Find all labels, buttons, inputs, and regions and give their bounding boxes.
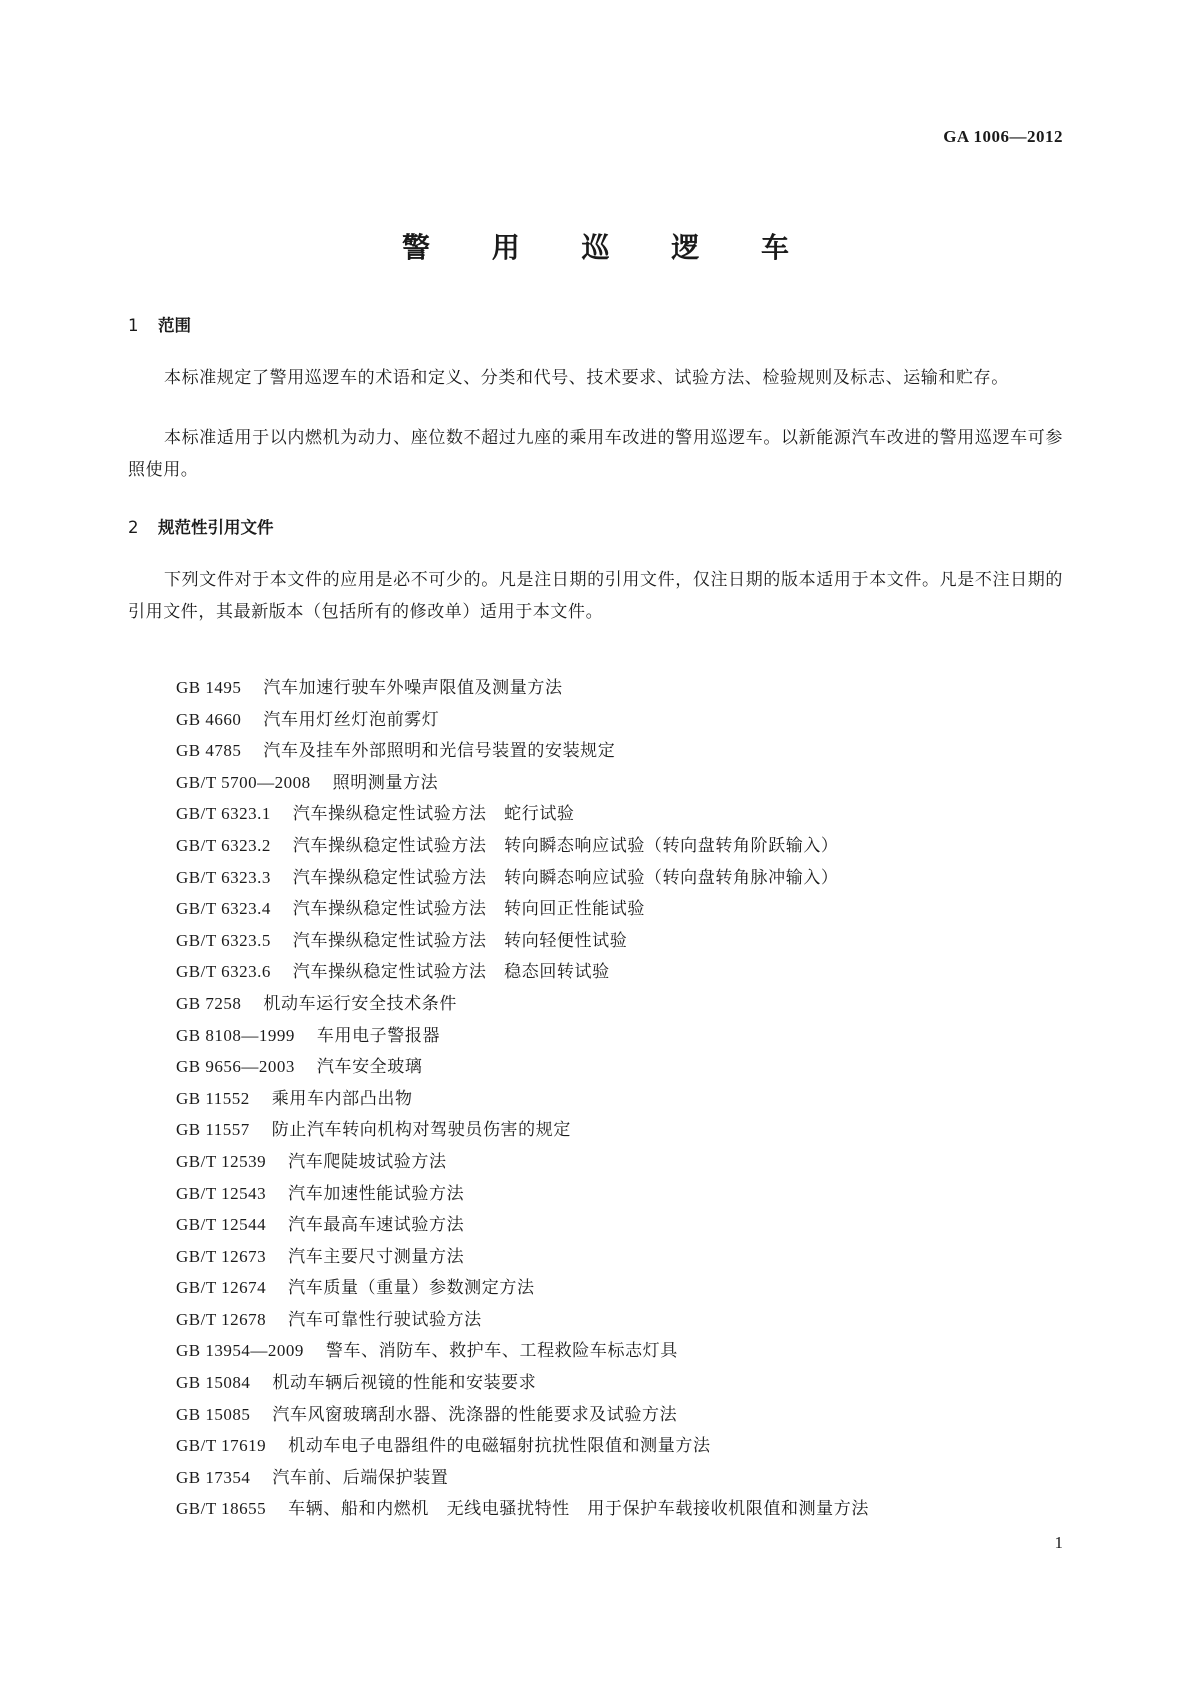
section-title: 范围: [158, 316, 191, 335]
reference-item: [176, 1399, 869, 1431]
section-2-heading: [128, 514, 274, 538]
reference-title: 汽车操纵稳定性试验方法 转向回正性能试验: [292, 899, 645, 920]
reference-item: [176, 1462, 869, 1494]
reference-item: [176, 830, 869, 862]
section-number: 1: [128, 316, 139, 335]
reference-code: GB/T 6323.4: [176, 899, 271, 919]
reference-item: [176, 956, 869, 988]
reference-code: GB/T 12543: [176, 1183, 267, 1203]
reference-code: GB/T 6323.1: [176, 804, 271, 824]
reference-code: GB/T 12544: [176, 1215, 267, 1235]
reference-title: 汽车主要尺寸测量方法: [288, 1246, 465, 1267]
reference-title: 汽车加速性能试验方法: [288, 1183, 465, 1204]
paragraph-scope-2: 本标准适用于以内燃机为动力、座位数不超过九座的乘用车改进的警用巡逻车。以新能源汽车改进的警用巡逻车可参照使用。: [128, 428, 1063, 480]
reference-item: [176, 1114, 869, 1146]
reference-code: GB 7258: [176, 993, 242, 1013]
reference-code: GB/T 17619: [176, 1436, 267, 1456]
reference-item: [176, 1178, 869, 1210]
reference-title: 警车、消防车、救护车、工程救险车标志灯具: [325, 1341, 678, 1362]
section-title: 规范性引用文件: [158, 518, 274, 537]
reference-code: GB/T 6323.6: [176, 962, 271, 982]
reference-title: 乘用车内部凸出物: [271, 1088, 413, 1109]
reference-title: 汽车爬陡坡试验方法: [288, 1151, 447, 1172]
paragraph-normative-intro: 下列文件对于本文件的应用是必不可少的。凡是注日期的引用文件，仅注日期的版本适用于本文件。凡是不注日期的引用文件，其最新版本（包括所有的修改单）适用于本文件。: [128, 570, 1063, 622]
reference-title: 汽车前、后端保护装置: [272, 1467, 449, 1488]
reference-code: GB/T 6323.3: [176, 867, 271, 887]
reference-item: [176, 1083, 869, 1115]
page-number: 1: [1054, 1533, 1063, 1552]
reference-item: [176, 862, 869, 894]
reference-title: 汽车操纵稳定性试验方法 转向轻便性试验: [292, 930, 628, 951]
reference-item: [176, 1020, 869, 1052]
reference-item: [176, 988, 869, 1020]
reference-code: GB/T 6323.2: [176, 835, 271, 855]
reference-title: 汽车及挂车外部照明和光信号装置的安装规定: [263, 741, 616, 762]
reference-item: [176, 767, 869, 799]
reference-code: GB 15085: [176, 1404, 251, 1424]
reference-title: 机动车辆后视镜的性能和安装要求: [272, 1373, 537, 1394]
reference-item: [176, 1146, 869, 1178]
reference-code: GB 11557: [176, 1120, 250, 1140]
reference-title: 汽车操纵稳定性试验方法 转向瞬态响应试验（转向盘转角脉冲输入）: [292, 867, 839, 888]
reference-title: 汽车操纵稳定性试验方法 蛇行试验: [292, 804, 575, 825]
reference-list: [176, 672, 869, 1525]
reference-title: 汽车质量（重量）参数测定方法: [288, 1278, 535, 1299]
reference-title: 汽车操纵稳定性试验方法 转向瞬态响应试验（转向盘转角阶跃输入）: [292, 835, 839, 856]
reference-title: 车辆、船和内燃机 无线电骚扰特性 用于保护车载接收机限值和测量方法: [288, 1499, 869, 1520]
reference-code: GB/T 5700—2008: [176, 772, 311, 792]
reference-title: 防止汽车转向机构对驾驶员伤害的规定: [271, 1120, 571, 1141]
reference-code: GB 8108—1999: [176, 1025, 295, 1045]
reference-title: 照明测量方法: [332, 772, 439, 793]
reference-item: [176, 1209, 869, 1241]
reference-code: GB/T 12674: [176, 1278, 267, 1298]
reference-code: GB/T 12673: [176, 1246, 267, 1266]
reference-item: [176, 704, 869, 736]
reference-code: GB 15084: [176, 1373, 251, 1393]
reference-title: 车用电子警报器: [316, 1025, 441, 1046]
reference-code: GB 4660: [176, 709, 242, 729]
reference-title: 汽车用灯丝灯泡前雾灯: [263, 709, 440, 730]
reference-code: GB/T 12678: [176, 1309, 267, 1329]
reference-title: 汽车加速行驶车外噪声限值及测量方法: [263, 678, 563, 698]
paragraph-scope-1: 本标准规定了警用巡逻车的术语和定义、分类和代号、技术要求、试验方法、检验规则及标志、运输和贮存。: [164, 368, 1009, 388]
reference-item: [176, 672, 869, 704]
reference-title: 机动车电子电器组件的电磁辐射抗扰性限值和测量方法: [288, 1436, 711, 1457]
reference-code: GB/T 12539: [176, 1151, 267, 1171]
reference-code: GB 13954—2009: [176, 1341, 304, 1361]
reference-code: GB 17354: [176, 1467, 251, 1487]
section-number: 2: [128, 518, 139, 537]
reference-item: [176, 735, 869, 767]
reference-title: 汽车风窗玻璃刮水器、洗涤器的性能要求及试验方法: [272, 1404, 678, 1425]
reference-item: [176, 1272, 869, 1304]
reference-title: 机动车运行安全技术条件: [263, 993, 457, 1014]
reference-code: GB/T 18655: [176, 1499, 267, 1519]
reference-title: 汽车安全玻璃: [316, 1057, 423, 1078]
reference-code: GB 11552: [176, 1088, 250, 1108]
reference-title: 汽车操纵稳定性试验方法 稳态回转试验: [292, 962, 610, 983]
reference-item: [176, 1335, 869, 1367]
reference-item: [176, 1051, 869, 1083]
reference-item: [176, 1241, 869, 1273]
reference-code: GB 9656—2003: [176, 1057, 295, 1077]
reference-code: GB 1495: [176, 678, 242, 697]
reference-code: GB/T 6323.5: [176, 930, 271, 950]
reference-item: [176, 1493, 869, 1525]
reference-title: 汽车最高车速试验方法: [288, 1215, 465, 1236]
reference-title: 汽车可靠性行驶试验方法: [288, 1309, 482, 1330]
document-title: 警 用 巡 逻 车: [402, 231, 815, 264]
reference-code: GB 4785: [176, 741, 242, 761]
reference-item: [176, 925, 869, 957]
reference-item: [176, 1430, 869, 1462]
reference-item: [176, 893, 869, 925]
reference-item: [176, 1304, 869, 1336]
reference-item: [176, 1367, 869, 1399]
standard-code: GA 1006—2012: [943, 127, 1063, 146]
section-1-heading: [128, 312, 191, 336]
reference-item: [176, 798, 869, 830]
